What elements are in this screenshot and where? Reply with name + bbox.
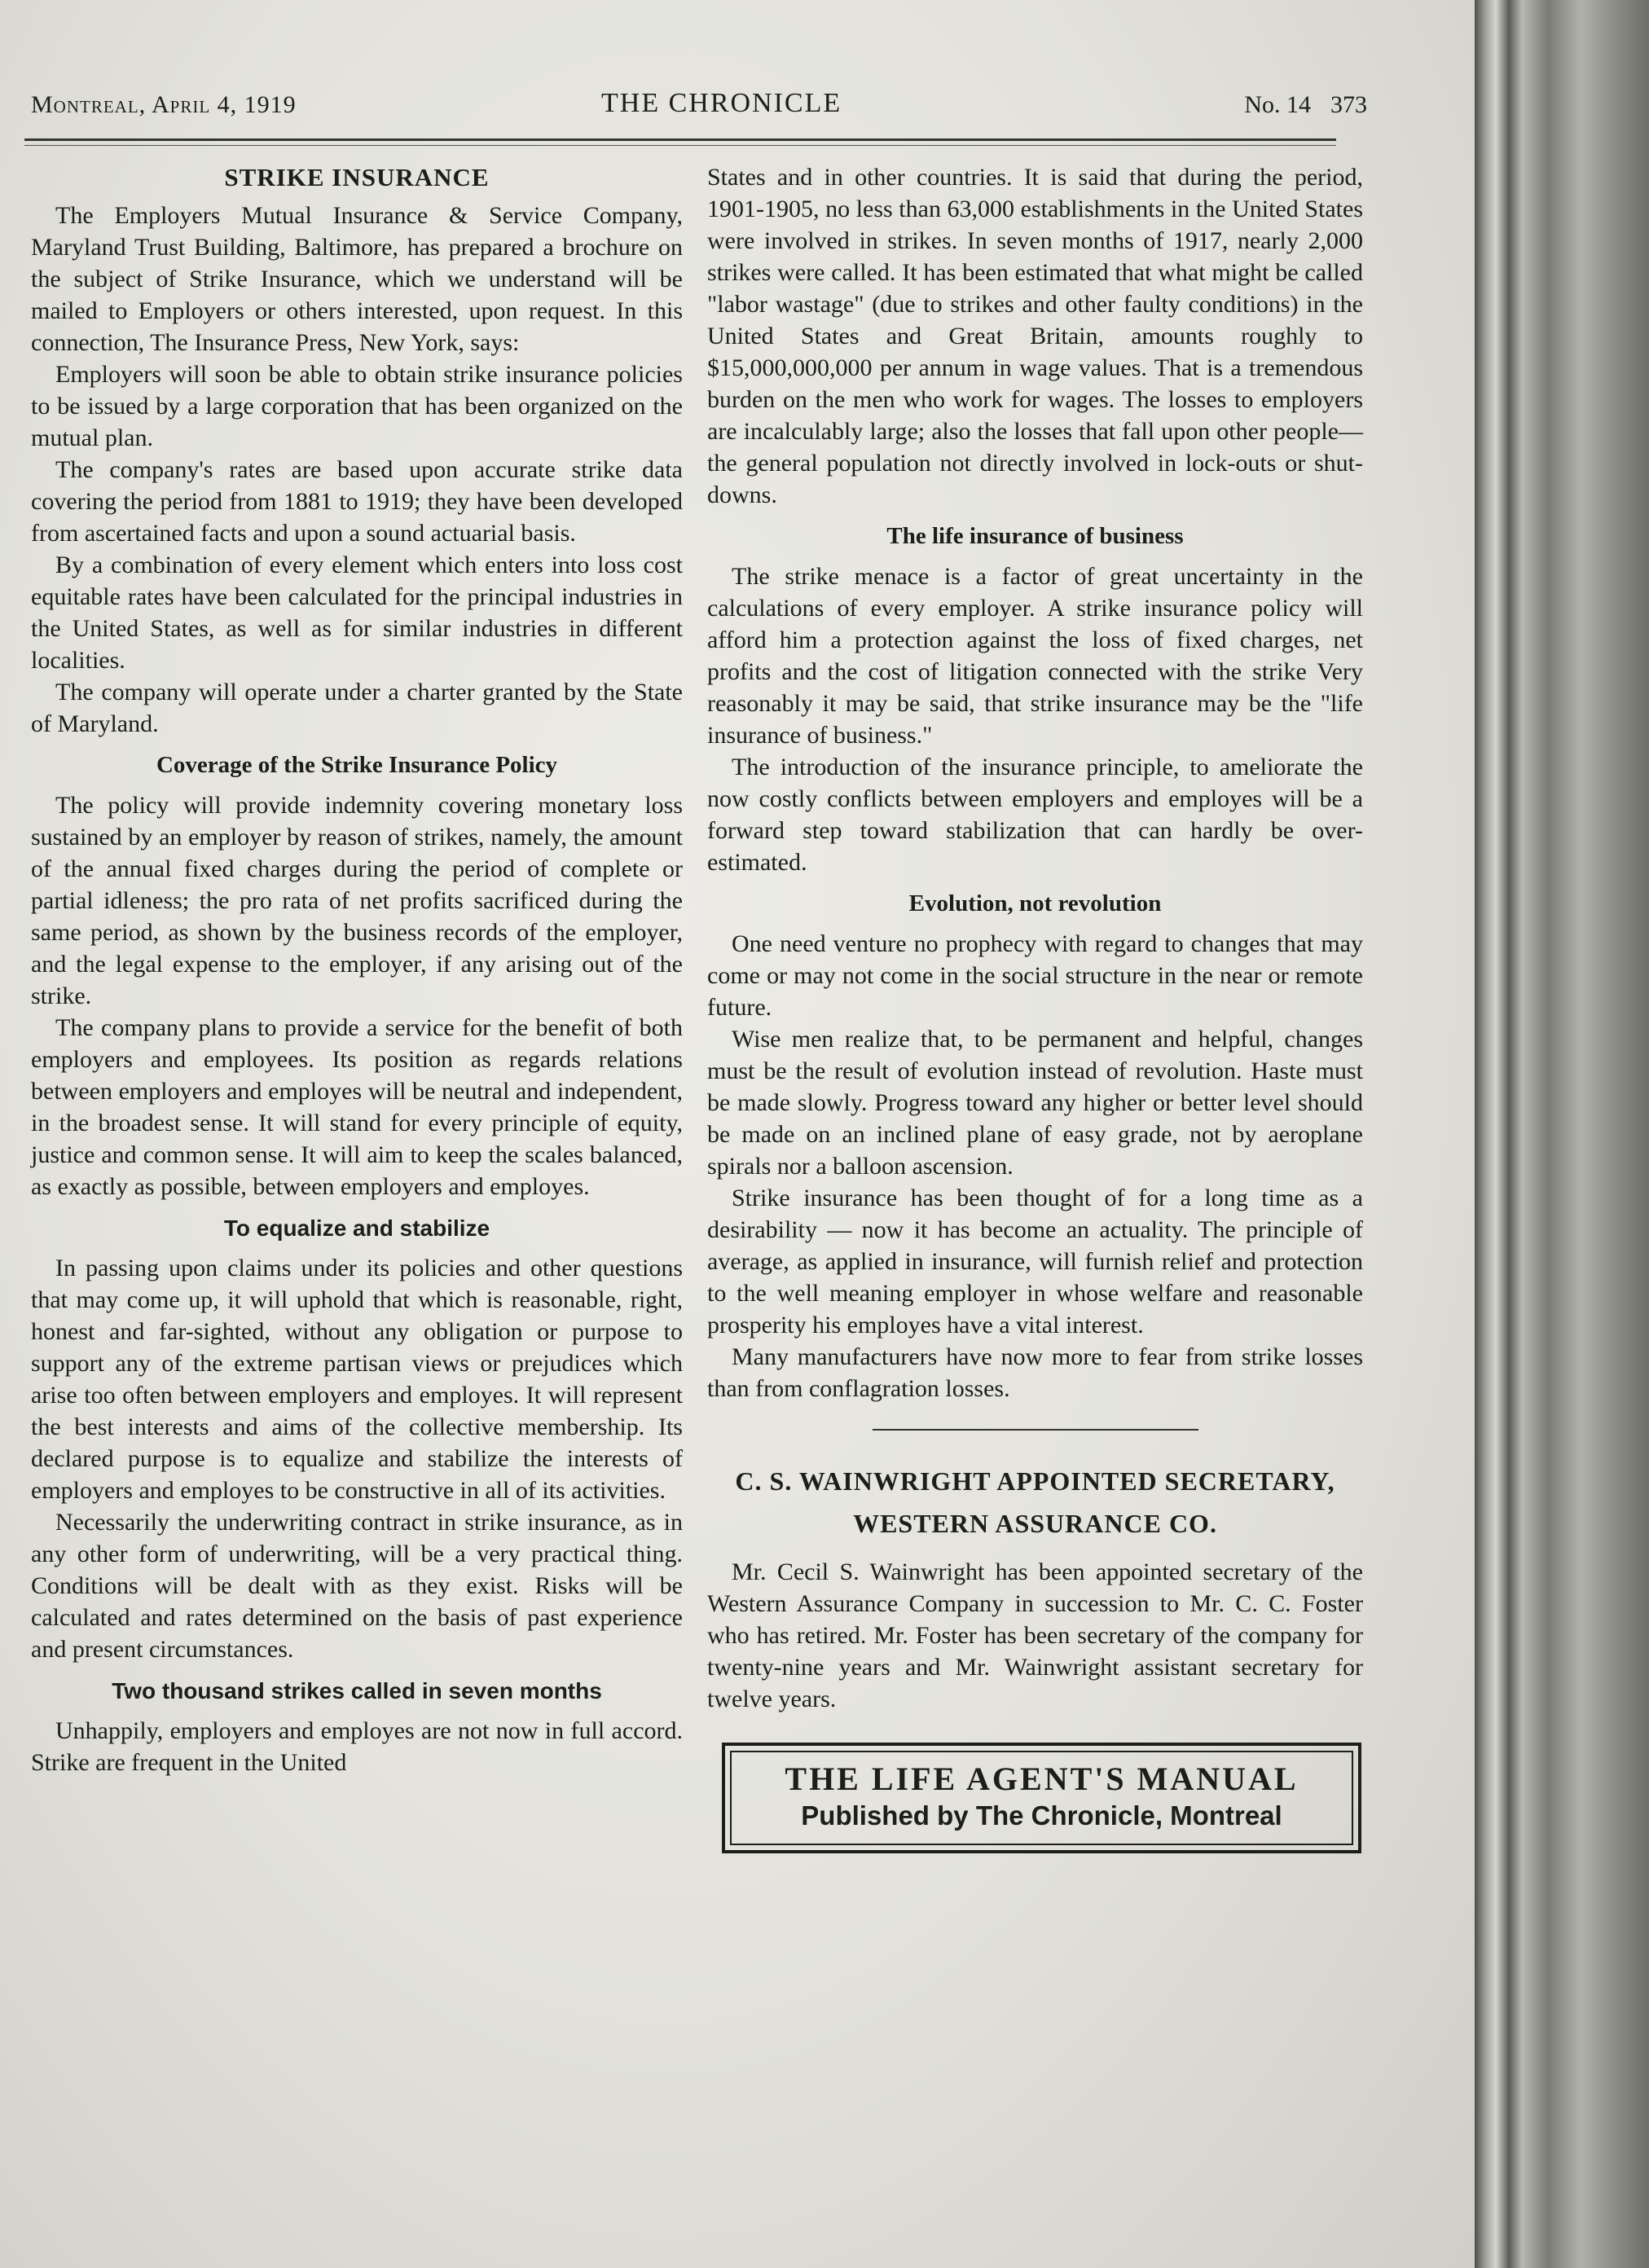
header-issue-number: No. 14 xyxy=(1244,91,1311,118)
advertisement-title: THE LIFE AGENT'S MANUAL xyxy=(785,1760,1299,1797)
header-place-date: Montreal, April 4, 1919 xyxy=(31,91,297,118)
book-binding-edge xyxy=(1475,0,1649,2268)
paragraph: The Employers Mutual Insurance & Service Company, Maryland Trust Building, Baltimore, has prepared a brochure on the subject of Strike Insurance, which we understand will be mailed to Employers or others interested, upon request. In this connection, The Insurance Press, New York, says: xyxy=(31,202,683,356)
advertisement-inner-frame xyxy=(730,1751,1353,1845)
section-divider xyxy=(873,1429,1198,1431)
header-rule xyxy=(24,138,1336,146)
paragraph: The strike menace is a factor of great uncertainty in the calculations of every employer. A strike insurance policy will afford him a protection against the loss of fixed charges, net profits and the cost of litigation connected with the strike Very reasonably it may be said, that strike insurance may be the "life insurance of business." xyxy=(707,563,1363,749)
paragraph: The company's rates are based upon accurate strike data covering the period from 1881 to 1919; they have been developed from ascertained facts and upon a sound actuarial basis. xyxy=(31,456,683,547)
paragraph: Employers will soon be able to obtain strike insurance policies to be issued by a large corporation that has been organized on the mutual plan. xyxy=(31,361,683,451)
paragraph: The company will operate under a charter granted by the State of Maryland. xyxy=(31,679,683,737)
advertisement-subtitle: Published by The Chronicle, Montreal xyxy=(801,1800,1282,1831)
paragraph: One need venture no prophecy with regard to changes that may come or may not come in the social structure in the near or remote future. xyxy=(707,930,1363,1021)
header-page-number: 373 xyxy=(1330,91,1367,118)
paragraph: States and in other countries. It is said that during the period, 1901-1905, no less than 63,000 establishments in the United States were involved in strikes. In seven months of 1917, nearly 2,000 strikes were called. It has been estimated that what might be called "labor wastage" (due to strikes and other faulty conditions) in the United States and Great Britain, amounts roughly to $15,000,000,000 per annum in wage values. That is a tremendous burden on the men who work for wages. The losses to employers are incalculably large; also the losses that fall upon other people—the general population not directly involved in lock-outs or shut-downs. xyxy=(707,164,1363,508)
header-issue xyxy=(1244,91,1367,119)
left-column xyxy=(31,161,683,1778)
paragraph: Mr. Cecil S. Wainwright has been appointed secretary of the Western Assurance Company in succession to Mr. C. C. Foster who has retired. Mr. Foster has been secretary of the company for twenty-nine years and Mr. Wainwright assistant secretary for twelve years. xyxy=(707,1558,1363,1712)
article-title-wainwright-line-2: WESTERN ASSURANCE CO. xyxy=(853,1509,1217,1538)
paragraph: The policy will provide indemnity covering monetary loss sustained by an employer by reason of strikes, namely, the amount of the annual fixed charges during the period of complete or partial idleness; the pro rata of net profits sacrificed during the same period, as shown by the business records of the employer, and the legal expense to the employer, if any arising out of the strike. xyxy=(31,792,683,1009)
paragraph: Strike insurance has been thought of for a long time as a desirability — now it has become an actuality. The principle of average, as applied in insurance, will furnish relief and protection to the well meaning employer in whose welfare and reasonable prosperity his employes have a vital interest. xyxy=(707,1185,1363,1338)
paragraph: The introduction of the insurance principle, to ameliorate the now costly conflicts between employers and employes will be a forward step toward stabilization that can hardly be over-estimated. xyxy=(707,754,1363,876)
article-title-wainwright-line-1: C. S. WAINWRIGHT APPOINTED SECRETARY, xyxy=(735,1466,1335,1496)
header-paper-title: THE CHRONICLE xyxy=(601,88,842,118)
subheading-life-insurance-of-business: The life insurance of business xyxy=(886,523,1184,549)
paragraph: Necessarily the underwriting contract in strike insurance, as in any other form of underwriting, will be a very practical thing. Conditions will be dealt with as they exist. Risks will be calculated and rates determined on the basis of past experience and present circumstances. xyxy=(31,1509,683,1663)
paragraph: The company plans to provide a service for the benefit of both employers and employees. Its position as regards relations between employers and employes will be neutral and independent, in the broadest sense. It will stand for every principle of equity, justice and common sense. It will aim to keep the scales balanced, as exactly as possible, between employers and employes. xyxy=(31,1014,683,1200)
paragraph: Wise men realize that, to be permanent and helpful, changes must be the result of evolution instead of revolution. Haste must be made slowly. Progress toward any higher or better level should be made on an inclined plane of easy grade, not by aeroplane spirals nor a balloon ascension. xyxy=(707,1026,1363,1180)
right-column xyxy=(707,161,1363,1853)
subheading-evolution: Evolution, not revolution xyxy=(908,890,1162,916)
paragraph: Many manufacturers have now more to fear from strike losses than from conflagration losses. xyxy=(707,1343,1363,1402)
advertisement-box xyxy=(722,1743,1361,1853)
subheading-equalize: To equalize and stabilize xyxy=(223,1215,490,1241)
paragraph: By a combination of every element which enters into loss cost equitable rates have been calculated for the principal industries in the United States, as well as for similar industries in different localities. xyxy=(31,552,683,674)
subheading-coverage: Coverage of the Strike Insurance Policy xyxy=(156,752,558,778)
paragraph: In passing upon claims under its policies and other questions that may come up, it will uphold that which is reasonable, right, honest and far-sighted, without any obligation or purpose to support any of the extreme partisan views or prejudices which arise too often between employers and employes. It will represent the best interests and aims of the collective membership. Its declared purpose is to equalize and stabilize the interests of employers and employes to be constructive in all of its activities. xyxy=(31,1255,683,1504)
subheading-two-thousand-strikes: Two thousand strikes called in seven months xyxy=(112,1678,602,1703)
page-header xyxy=(31,88,1367,125)
article-title-strike-insurance: STRIKE INSURANCE xyxy=(224,163,490,191)
paragraph: Unhappily, employers and employes are not now in full accord. Strike are frequent in the United xyxy=(31,1717,683,1776)
